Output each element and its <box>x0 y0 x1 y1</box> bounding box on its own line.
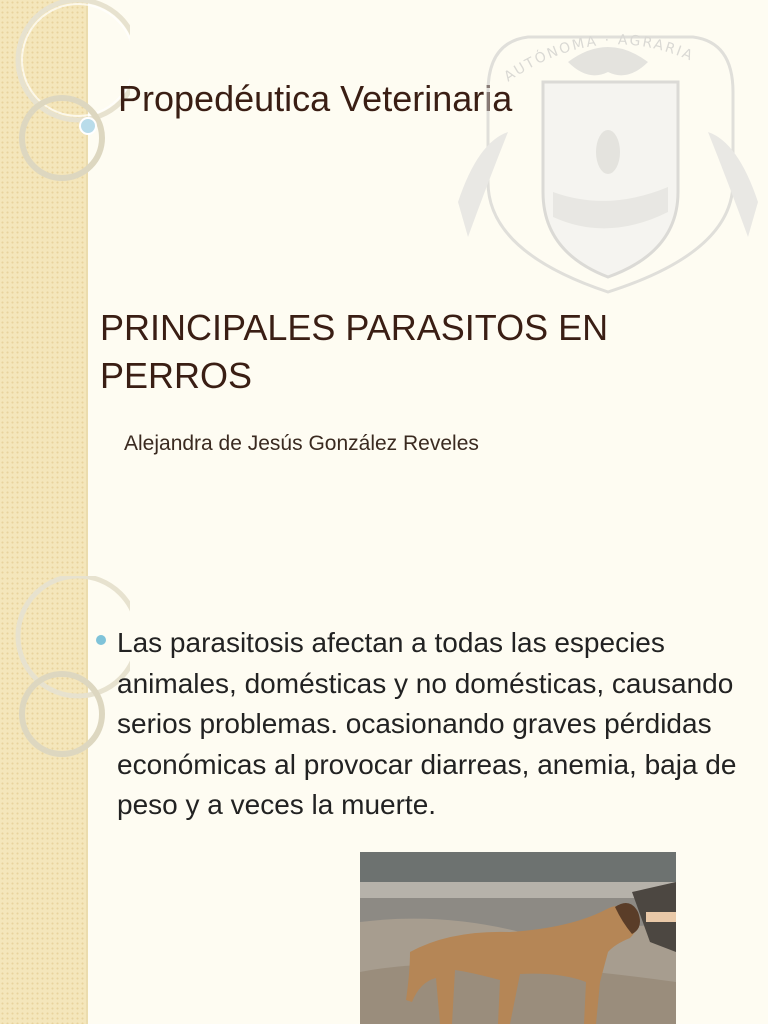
decorative-rings <box>0 0 130 200</box>
topic-title: PRINCIPALES PARASITOS EN PERROS <box>100 307 609 396</box>
dog-photo <box>360 852 676 1024</box>
bullet-text: Las parasitosis afectan a todas las especies animales, domésticas y no domésticas, causando serios problemas. ocasionando graves pérdidas económicas al provocar diarreas, anemia, baja de peso y a veces la muerte. <box>117 627 737 820</box>
course-title: Propedéutica Veterinaria <box>118 78 513 119</box>
author-subtitle: Alejandra de Jesús González Reveles <box>124 432 479 455</box>
bubble-icon <box>80 118 96 134</box>
university-seal-watermark <box>448 22 768 312</box>
bullet-icon <box>96 635 106 645</box>
bullet-list <box>96 623 756 826</box>
content-slide <box>0 576 768 1024</box>
svg-text:AUTÓNOMA · AGRARIA: AUTÓNOMA · AGRARIA <box>501 32 697 86</box>
